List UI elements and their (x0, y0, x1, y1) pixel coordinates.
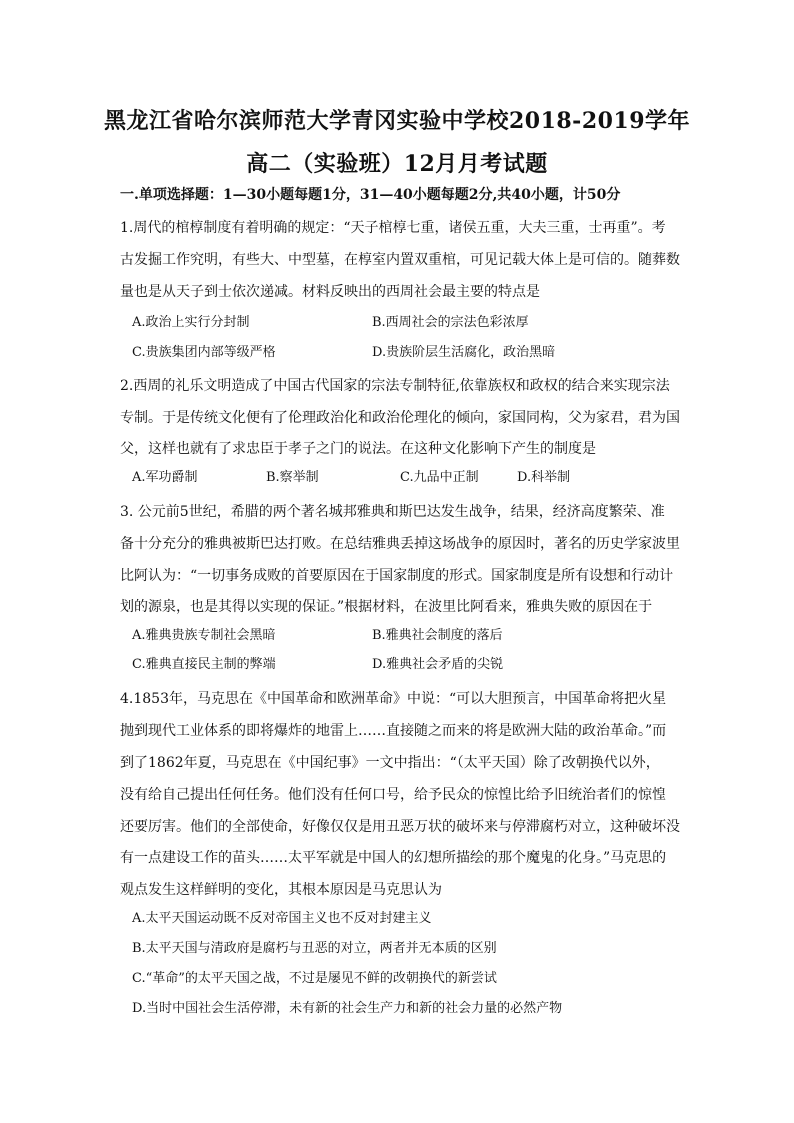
option-c: C.贵族集团内部等级严格 (132, 345, 276, 360)
question-text-line: 3. 公元前5世纪，希腊的两个著名城邦雅典和斯巴达发生战争，结果，经济高度繁荣、准 (120, 504, 665, 520)
option-d: D.贵族阶层生活腐化，政治黑暗 (372, 345, 556, 360)
option-a: A.政治上实行分封制 (132, 315, 250, 330)
exam-title-line1: 黑龙江省哈尔滨师范大学青冈实验中学校2018-2019学年 (103, 108, 691, 134)
question-text-line: 到了1862年夏，马克思在《中国纪事》一文中指出：“（太平天国）除了改朝换代以外， (120, 755, 660, 771)
question-text-line: 比阿认为：“一切事务成败的首要原因在于国家制度的形式。国家制度是所有设想和行动计 (120, 568, 674, 584)
option-b: B.察举制 (266, 470, 319, 485)
question-text-line: 父，这样也就有了求忠臣于孝子之门的说法。在这种文化影响下产生的制度是 (120, 441, 596, 457)
option-c: C.九品中正制 (400, 470, 479, 485)
question-text-line: 2.西周的礼乐文明造成了中国古代国家的宗法专制特征,依靠族权和政权的结合来实现宗法 (120, 378, 670, 394)
option-d: D.科举制 (517, 470, 571, 485)
question-text-line: 抛到现代工业体系的即将爆炸的地雷上……直接随之而来的将是欧洲大陆的政治革命。”而 (120, 723, 667, 739)
option-c: C.“革命”的太平天国之战，不过是屡见不鲜的改朝换代的新尝试 (132, 971, 497, 986)
exam-title-line2: 高二（实验班）12月月考试题 (246, 151, 548, 177)
option-a: A.雅典贵族专制社会黑暗 (132, 628, 276, 643)
option-b: B.太平天国与清政府是腐朽与丑恶的对立，两者并无本质的区别 (132, 941, 497, 956)
question-text-line: 专制。于是传统文化便有了伦理政治化和政治伦理化的倾向，家国同构，父为家君，君为国 (120, 410, 680, 426)
option-a: A.军功爵制 (132, 470, 198, 485)
section-heading: 一.单项选择题：1—30小题每题1分，31—40小题每题2分,共40小题，计50分 (120, 187, 621, 203)
option-a: A.太平天国运动既不反对帝国主义也不反对封建主义 (132, 911, 432, 926)
question-text-line: 观点发生这样鲜明的变化，其根本原因是马克思认为 (120, 882, 442, 898)
option-b: B.西周社会的宗法色彩浓厚 (372, 315, 529, 330)
question-text-line: 古发掘工作究明，有些大、中型墓，在椁室内置双重棺，可见记载大体上是可信的。随葬数 (120, 252, 680, 268)
option-c: C.雅典直接民主制的弊端 (132, 657, 276, 672)
question-text-line: 还要厉害。他们的全部使命，好像仅仅是用丑恶万状的破坏来与停滞腐朽对立，这种破坏没 (120, 819, 680, 835)
question-text-line: 有一点建设工作的苗头……太平军就是中国人的幻想所描绘的那个魔鬼的化身。”马克思的 (120, 850, 667, 866)
option-d: D.当时中国社会生活停滞，未有新的社会生产力和新的社会力量的必然产物 (132, 1001, 563, 1016)
question-text-line: 4.1853年，马克思在《中国革命和欧洲革命》中说：“可以大胆预言，中国革命将把火星 (120, 691, 667, 707)
question-text-line: 备十分充分的雅典被斯巴达打败。在总结雅典丢掉这场战争的原因时，著名的历史学家波里 (120, 536, 680, 552)
option-d: D.雅典社会矛盾的尖锐 (372, 657, 504, 672)
question-text-line: 量也是从天子到士依次递减。材料反映出的西周社会最主要的特点是 (120, 284, 540, 300)
question-text-line: 1.周代的棺椁制度有着明确的规定：“天子棺椁七重，诸侯五重，大夫三重，士再重”。考 (120, 220, 666, 236)
question-text-line: 没有给自己提出任何任务。他们没有任何口号，给予民众的惊惶比给予旧统治者们的惊惶 (120, 787, 666, 803)
option-b: B.雅典社会制度的落后 (372, 628, 503, 643)
question-text-line: 划的源泉，也是其得以实现的保证。”根据材料，在波里比阿看来，雅典失败的原因在于 (120, 599, 653, 615)
